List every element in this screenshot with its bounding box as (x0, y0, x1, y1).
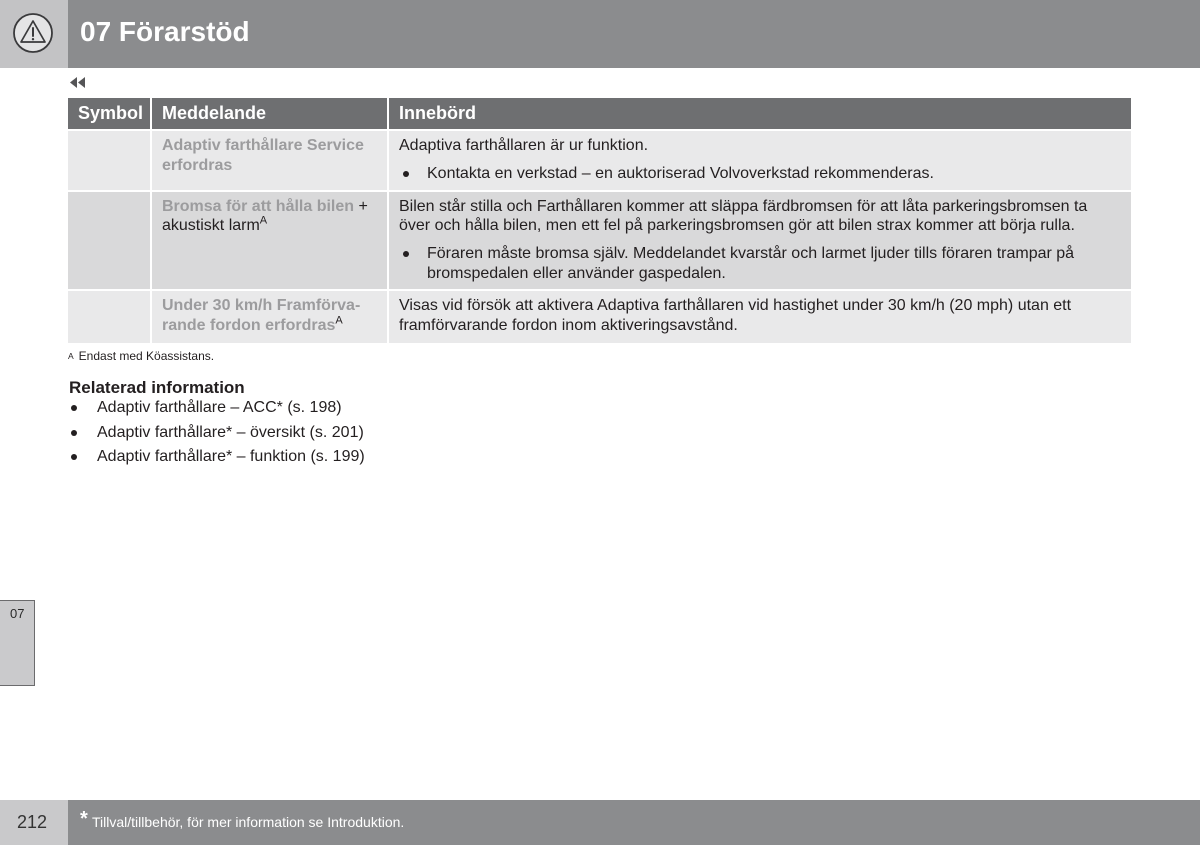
meaning-text: Adaptiva farthållaren är ur funktion. (399, 137, 649, 154)
page-number: 212 (17, 812, 48, 832)
chapter-side-tab-label: 07 (10, 606, 25, 621)
footnote-text: Endast med Köassistans. (78, 349, 215, 363)
bullet-icon (71, 430, 77, 436)
meaning-bullet-item (399, 244, 1111, 283)
message-suffix-text: + akustiskt larm (162, 197, 368, 234)
page-number-box (0, 800, 68, 845)
bullet-icon (71, 454, 77, 460)
meaning-bullet-text: Föraren måste bromsa själv. Meddelandet kvarstår och larmet ljuder tills föraren trampar på bromspedalen eller använder gaspedalen. (427, 245, 1075, 282)
footnote-reference: A (259, 214, 268, 227)
related-links-list (69, 398, 669, 467)
bullet-icon (403, 171, 409, 177)
column-header-symbol: Symbol (68, 98, 150, 129)
related-information (69, 378, 669, 472)
bullet-icon (71, 405, 77, 411)
message-cell (152, 131, 387, 190)
related-link[interactable] (69, 447, 669, 467)
message-text: Bromsa för att hålla bilen (162, 197, 355, 215)
related-link-text[interactable]: Adaptiv farthållare – ACC* (s. 198) (97, 399, 342, 416)
chapter-icon-box (0, 0, 68, 68)
message-text: Under 30 km/h Framförva-rande fordon erfordras (162, 297, 361, 334)
bullet-icon (403, 251, 409, 257)
meaning-cell (389, 192, 1131, 290)
chapter-title-bar (68, 0, 1200, 68)
symbol-cell (68, 291, 150, 343)
related-link-text[interactable]: Adaptiv farthållare* – översikt (s. 201) (97, 423, 364, 441)
column-header-message: Meddelande (152, 98, 387, 129)
meaning-bullet-text: Kontakta en verkstad – en auktoriserad Volvoverkstad rekommenderas. (427, 165, 934, 182)
message-cell (152, 291, 387, 343)
related-link[interactable] (69, 398, 669, 418)
footer-note: Tillval/tillbehör, för mer information se Introduktion. (92, 814, 405, 830)
meaning-cell (389, 131, 1131, 190)
chapter-side-tab (0, 600, 35, 686)
meaning-text: Bilen står stilla och Farthållaren kommer att släppa färdbromsen för att låta parkeringsbromsen ta över och hålla bilen, men ett fel på parkeringsbromsen gör att bilen strax kommer att börja rulla. (399, 197, 1088, 234)
footer-asterisk: * (80, 808, 88, 830)
table-footnote (68, 348, 214, 364)
related-information-title: Relaterad information (69, 378, 245, 397)
column-header-meaning: Innebörd (389, 98, 1131, 129)
meaning-bullet-list (399, 164, 1111, 184)
meaning-cell (389, 291, 1131, 343)
meaning-bullet-item (399, 164, 1111, 184)
related-link-text[interactable]: Adaptiv farthållare* – funktion (s. 199) (97, 448, 365, 465)
footnote-marker: A (68, 351, 74, 361)
footnote-reference: A (335, 314, 343, 327)
chapter-header (0, 0, 1200, 68)
message-cell (152, 192, 387, 290)
meaning-bullet-list (399, 244, 1111, 283)
chapter-title: 07 Förarstöd (80, 16, 250, 47)
warning-triangle-icon (11, 11, 55, 55)
related-link[interactable] (69, 423, 669, 443)
meaning-text: Visas vid försök att aktivera Adaptiva farthållaren vid hastighet under 30 km/h (20 mph) utan ett framförvarande fordon inom aktiveringsavstånd. (399, 297, 1072, 334)
message-text: Adaptiv farthållare Service erfordras (162, 137, 364, 174)
symbol-cell (68, 131, 150, 190)
page-footer (0, 800, 1200, 845)
symbol-cell (68, 192, 150, 290)
message-table (68, 98, 1131, 343)
footer-bar (68, 800, 1200, 845)
double-left-arrow-icon (70, 77, 86, 88)
